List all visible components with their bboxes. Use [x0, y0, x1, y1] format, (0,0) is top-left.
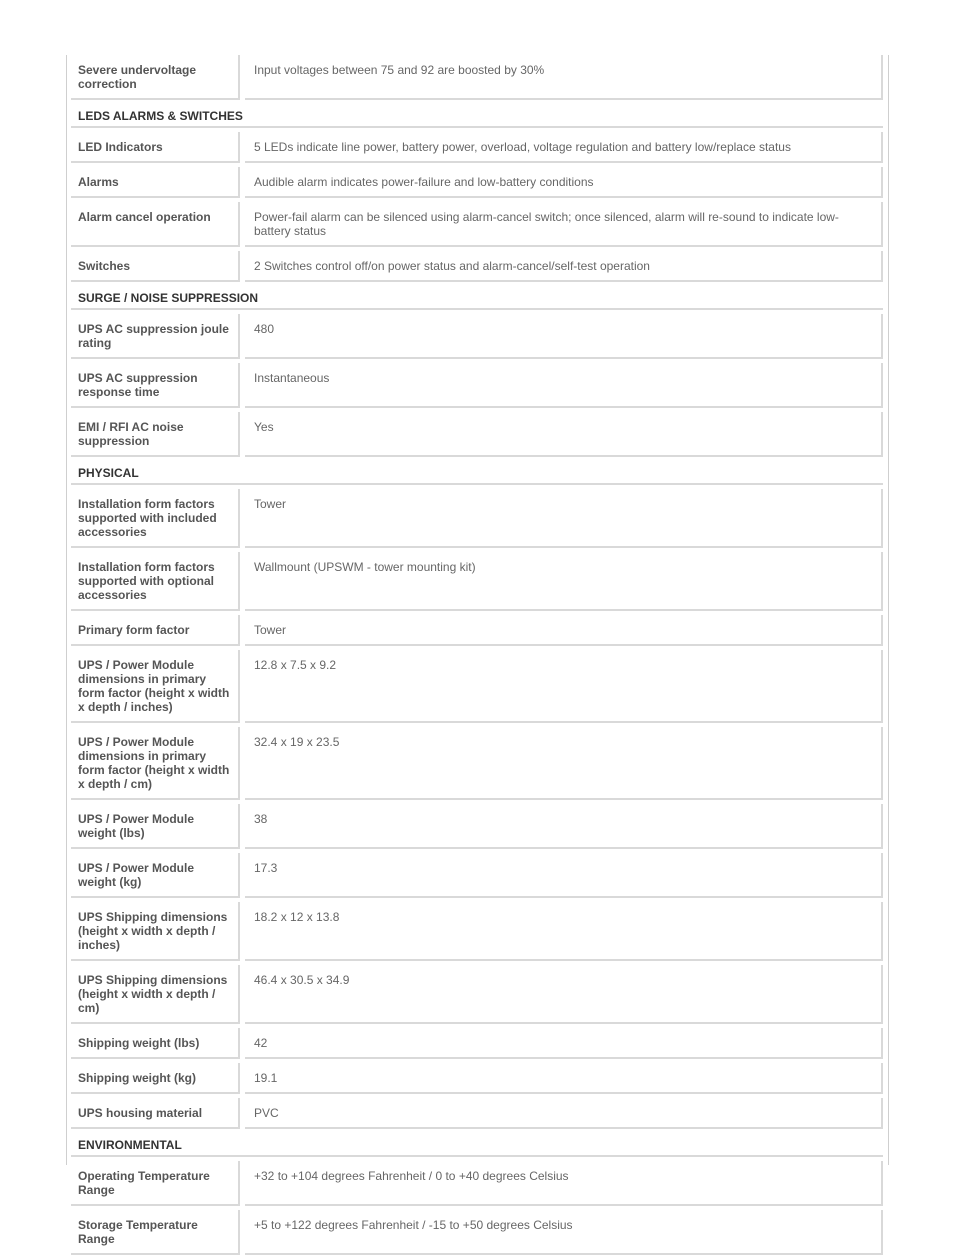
spec-row — [71, 412, 883, 457]
spec-label: Switches — [71, 251, 240, 282]
spec-row — [71, 1028, 883, 1059]
spec-label: UPS AC suppression joule rating — [71, 314, 240, 359]
spec-value: 5 LEDs indicate line power, battery power, overload, voltage regulation and battery low/replace status — [245, 132, 883, 163]
spec-value: 38 — [245, 804, 883, 849]
spec-row — [71, 489, 883, 548]
spec-label: Operating Temperature Range — [71, 1161, 240, 1206]
spec-value: Tower — [245, 615, 883, 646]
spec-label: UPS / Power Module dimensions in primary form factor (height x width x depth / cm) — [71, 727, 240, 800]
spec-table — [71, 55, 883, 1259]
spec-row — [71, 167, 883, 198]
spec-value: PVC — [245, 1098, 883, 1129]
spec-label: Installation form factors supported with included accessories — [71, 489, 240, 548]
spec-label: Severe undervoltage correction — [71, 55, 240, 100]
spec-label: UPS Shipping dimensions (height x width x depth / cm) — [71, 965, 240, 1024]
spec-label: UPS Shipping dimensions (height x width x depth / inches) — [71, 902, 240, 961]
spec-row — [71, 314, 883, 359]
spec-value: +5 to +122 degrees Fahrenheit / -15 to +50 degrees Celsius — [245, 1210, 883, 1255]
spec-value: Tower — [245, 489, 883, 548]
spec-row — [71, 1098, 883, 1129]
spec-value: Yes — [245, 412, 883, 457]
spec-value: 480 — [245, 314, 883, 359]
spec-label: LED Indicators — [71, 132, 240, 163]
spec-label: UPS housing material — [71, 1098, 240, 1129]
spec-label: Installation form factors supported with optional accessories — [71, 552, 240, 611]
spec-label: EMI / RFI AC noise suppression — [71, 412, 240, 457]
spec-value: Instantaneous — [245, 363, 883, 408]
spec-value: 2 Switches control off/on power status and alarm-cancel/self-test operation — [245, 251, 883, 282]
spec-value: 32.4 x 19 x 23.5 — [245, 727, 883, 800]
spec-label: UPS / Power Module weight (lbs) — [71, 804, 240, 849]
spec-value: Wallmount (UPSWM - tower mounting kit) — [245, 552, 883, 611]
spec-row — [71, 202, 883, 247]
spec-row — [71, 132, 883, 163]
spec-row — [71, 1063, 883, 1094]
spec-label: Alarm cancel operation — [71, 202, 240, 247]
spec-value: 46.4 x 30.5 x 34.9 — [245, 965, 883, 1024]
spec-value: 17.3 — [245, 853, 883, 898]
spec-value: Audible alarm indicates power-failure and low-battery conditions — [245, 167, 883, 198]
spec-label: Shipping weight (lbs) — [71, 1028, 240, 1059]
spec-row — [71, 251, 883, 282]
spec-value: Power-fail alarm can be silenced using alarm-cancel switch; once silenced, alarm will re-sound to indicate low-battery status — [245, 202, 883, 247]
spec-label: Shipping weight (kg) — [71, 1063, 240, 1094]
section-header: ENVIRONMENTAL — [71, 1133, 883, 1157]
spec-value: 18.2 x 12 x 13.8 — [245, 902, 883, 961]
spec-value: 42 — [245, 1028, 883, 1059]
spec-label: Storage Temperature Range — [71, 1210, 240, 1255]
spec-value: 19.1 — [245, 1063, 883, 1094]
section-header: SURGE / NOISE SUPPRESSION — [71, 286, 883, 310]
spec-row — [71, 804, 883, 849]
spec-row — [71, 552, 883, 611]
spec-value: Input voltages between 75 and 92 are boosted by 30% — [245, 55, 883, 100]
spec-value: 12.8 x 7.5 x 9.2 — [245, 650, 883, 723]
spec-row — [71, 363, 883, 408]
spec-label: UPS / Power Module dimensions in primary form factor (height x width x depth / inches) — [71, 650, 240, 723]
section-header: PHYSICAL — [71, 461, 883, 485]
spec-label: UPS / Power Module weight (kg) — [71, 853, 240, 898]
spec-row — [71, 55, 883, 100]
spec-row — [71, 1210, 883, 1255]
spec-row — [71, 650, 883, 723]
spec-label: Primary form factor — [71, 615, 240, 646]
spec-label: Alarms — [71, 167, 240, 198]
spec-value: +32 to +104 degrees Fahrenheit / 0 to +40 degrees Celsius — [245, 1161, 883, 1206]
spec-row — [71, 1161, 883, 1206]
spec-row — [71, 727, 883, 800]
spec-row — [71, 615, 883, 646]
spec-label: UPS AC suppression response time — [71, 363, 240, 408]
section-header: LEDS ALARMS & SWITCHES — [71, 104, 883, 128]
spec-row — [71, 965, 883, 1024]
spec-row — [71, 902, 883, 961]
spec-row — [71, 853, 883, 898]
